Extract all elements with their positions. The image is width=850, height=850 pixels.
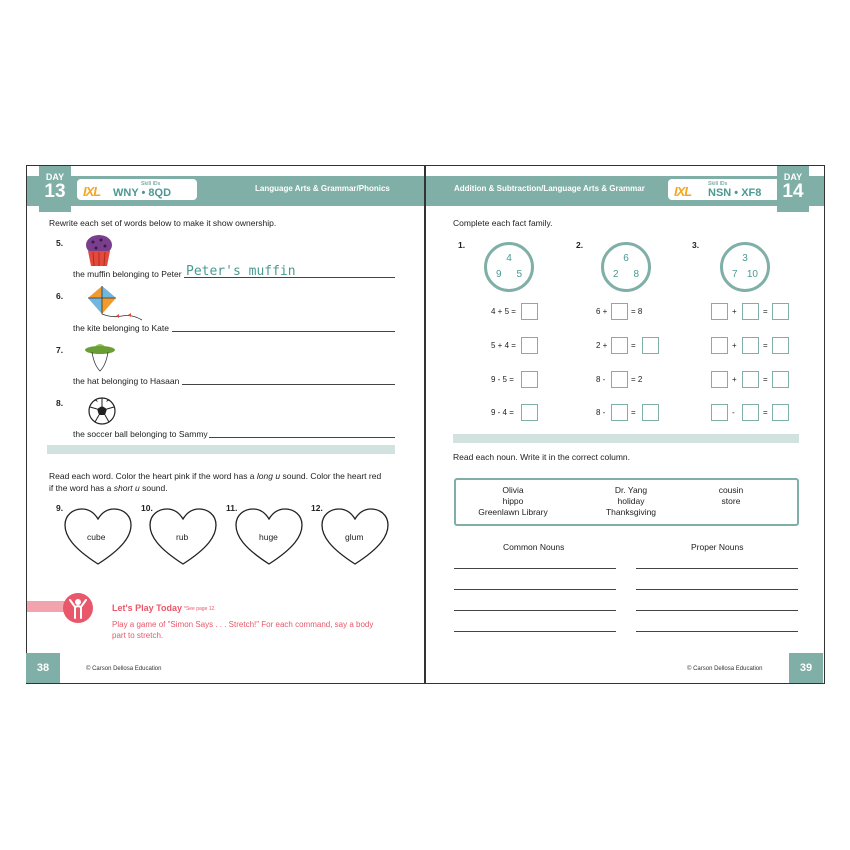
- item-text: the hat belonging to Hasaan: [73, 376, 180, 386]
- skill-codes[interactable]: NSN • XF8: [708, 187, 762, 199]
- word-bank: [454, 478, 799, 526]
- heart-instruction-line2: if the word has a short u sound.: [49, 483, 168, 493]
- page-number: 38: [26, 653, 60, 683]
- item-text: the kite belonging to Kate: [73, 323, 169, 333]
- left-header-band: [27, 176, 424, 206]
- left-subject-title: Language Arts & Grammar/Phonics: [255, 184, 390, 193]
- word-bank-noun: cousin: [718, 485, 744, 495]
- bond-right-number: 10: [746, 269, 758, 280]
- muffin-icon: [83, 233, 115, 267]
- bond-left-number: 2: [613, 269, 619, 280]
- hat-icon: [84, 337, 116, 373]
- copyright: © Carson Dellosa Education: [86, 666, 162, 672]
- bond-left-number: 9: [496, 269, 502, 280]
- equation-operator: +: [732, 375, 737, 384]
- heart-instruction-line1: Read each word. Color the heart pink if the word has a long u sound. Color the heart red: [49, 471, 382, 481]
- right-subject-title: Addition & Subtraction/Language Arts & Grammar: [454, 184, 645, 193]
- equation-operator: +: [732, 307, 737, 316]
- word-bank-noun: holiday: [617, 496, 645, 506]
- equation-text: 2 +: [596, 341, 608, 350]
- fact-family-instruction: Complete each fact family.: [453, 218, 553, 228]
- word-bank-noun: store: [721, 496, 741, 506]
- page-number: 39: [789, 653, 823, 683]
- ixl-logo: IXL: [674, 184, 692, 199]
- word-bank-noun: Dr. Yang: [614, 485, 648, 495]
- answer-box[interactable]: [772, 404, 789, 421]
- skill-ids-label: Skill IDs: [708, 181, 728, 187]
- bond-top-number: 4: [506, 253, 512, 264]
- answer-box[interactable]: [711, 303, 728, 320]
- answer-line[interactable]: [184, 277, 395, 278]
- proper-nouns-header: Proper Nouns: [691, 542, 744, 552]
- answer-box[interactable]: [772, 371, 789, 388]
- answer-box[interactable]: [611, 404, 628, 421]
- item-number: 11.: [226, 503, 238, 513]
- bond-top-number: 6: [623, 253, 629, 264]
- item-text: the soccer ball belonging to Sammy: [73, 429, 208, 439]
- answer-box[interactable]: [742, 371, 759, 388]
- item-number: 1.: [458, 240, 466, 250]
- answer-box[interactable]: [521, 371, 538, 388]
- answer-box[interactable]: [711, 371, 728, 388]
- day-number: 14: [782, 181, 804, 202]
- equation-text: 6 +: [596, 307, 608, 316]
- answer-box[interactable]: [611, 303, 628, 320]
- play-note: *See page 12.: [184, 606, 216, 612]
- ownership-instruction: Rewrite each set of words below to make it show ownership.: [49, 218, 277, 228]
- proper-noun-line[interactable]: [636, 631, 798, 632]
- section-divider: [47, 445, 395, 454]
- answer-box[interactable]: [521, 404, 538, 421]
- soccer-ball-icon: [88, 397, 116, 425]
- book-spine: [424, 166, 426, 683]
- number-bond-circle: [601, 242, 651, 292]
- right-day-tab: [777, 166, 809, 212]
- common-noun-line[interactable]: [454, 589, 616, 590]
- bond-right-number: 5: [516, 269, 522, 280]
- skill-ids-label: Skill IDs: [141, 181, 161, 187]
- common-noun-line[interactable]: [454, 568, 616, 569]
- heart-word: huge: [259, 532, 278, 542]
- answer-box[interactable]: [742, 404, 759, 421]
- left-day-tab: [39, 166, 71, 212]
- word-bank-noun: Greenlawn Library: [478, 507, 548, 517]
- item-number: 6.: [56, 291, 64, 301]
- equals-sign: =: [763, 307, 768, 316]
- number-bond-circle: [484, 242, 534, 292]
- item-number: 2.: [576, 240, 584, 250]
- heart-word: rub: [176, 532, 189, 542]
- item-number: 3.: [692, 240, 700, 250]
- bond-right-number: 8: [633, 269, 639, 280]
- copyright: © Carson Dellosa Education: [687, 666, 763, 672]
- word-bank-noun: Thanksgiving: [605, 507, 657, 517]
- left-skill-pill: [77, 179, 197, 200]
- proper-noun-line[interactable]: [636, 568, 798, 569]
- item-number: 9.: [56, 503, 64, 513]
- day-label: DAY: [783, 172, 803, 182]
- equation-text: =: [631, 341, 636, 350]
- word-bank-noun: hippo: [502, 496, 524, 506]
- answer-box[interactable]: [742, 337, 759, 354]
- day-label: DAY: [45, 172, 65, 182]
- common-nouns-header: Common Nouns: [503, 542, 565, 552]
- proper-noun-line[interactable]: [636, 610, 798, 611]
- answer-box[interactable]: [742, 303, 759, 320]
- equation-text: = 2: [631, 375, 643, 384]
- equation-text: 9 - 4 =: [491, 408, 514, 417]
- handwritten-answer[interactable]: Peter's muffin: [186, 264, 296, 279]
- answer-box[interactable]: [711, 337, 728, 354]
- answer-box[interactable]: [772, 303, 789, 320]
- heart-word: glum: [345, 532, 364, 542]
- number-bond-circle: [720, 242, 770, 292]
- equals-sign: =: [763, 341, 768, 350]
- ixl-logo: IXL: [83, 184, 101, 199]
- equation-operator: +: [732, 341, 737, 350]
- answer-box[interactable]: [772, 337, 789, 354]
- proper-noun-line[interactable]: [636, 589, 798, 590]
- item-number: 10.: [141, 503, 153, 513]
- item-text: the muffin belonging to Peter: [73, 269, 182, 279]
- answer-box[interactable]: [611, 371, 628, 388]
- equation-operator: -: [732, 408, 735, 417]
- answer-line[interactable]: [172, 331, 395, 332]
- answer-line[interactable]: [209, 437, 395, 438]
- right-header-band: [426, 176, 824, 206]
- heart-word: cube: [87, 532, 106, 542]
- answer-box[interactable]: [521, 337, 538, 354]
- equation-text: 9 - 5 =: [491, 375, 514, 384]
- answer-box[interactable]: [711, 404, 728, 421]
- stretch-person-icon: [62, 592, 94, 624]
- play-text: Play a game of "Simon Says . . . Stretch!" For each command, say a body part to stretch.: [112, 620, 374, 640]
- item-number: 7.: [56, 345, 64, 355]
- common-noun-line[interactable]: [454, 610, 616, 611]
- play-title: Let's Play Today: [112, 603, 182, 613]
- kite-icon: [86, 284, 144, 322]
- noun-instruction: Read each noun. Write it in the correct column.: [453, 452, 631, 462]
- right-skill-pill: [668, 179, 786, 200]
- common-noun-line[interactable]: [454, 631, 616, 632]
- day-number: 13: [44, 181, 66, 202]
- word-bank-noun: Olivia: [502, 485, 524, 495]
- equals-sign: =: [763, 408, 768, 417]
- answer-line[interactable]: [182, 384, 395, 385]
- item-number: 5.: [56, 238, 64, 248]
- equation-text: 5 + 4 =: [491, 341, 516, 350]
- equals-sign: =: [763, 375, 768, 384]
- item-number: 12.: [311, 503, 323, 513]
- answer-box[interactable]: [642, 337, 659, 354]
- answer-box[interactable]: [642, 404, 659, 421]
- answer-box[interactable]: [611, 337, 628, 354]
- skill-codes[interactable]: WNY • 8QD: [113, 187, 172, 199]
- equation-text: 4 + 5 =: [491, 307, 516, 316]
- equation-text: 8 -: [596, 408, 606, 417]
- bond-left-number: 7: [732, 269, 738, 280]
- equation-text: =: [631, 408, 636, 417]
- equation-text: 8 -: [596, 375, 606, 384]
- section-divider: [453, 434, 799, 443]
- item-number: 8.: [56, 398, 64, 408]
- equation-text: = 8: [631, 307, 643, 316]
- bond-top-number: 3: [742, 253, 748, 264]
- answer-box[interactable]: [521, 303, 538, 320]
